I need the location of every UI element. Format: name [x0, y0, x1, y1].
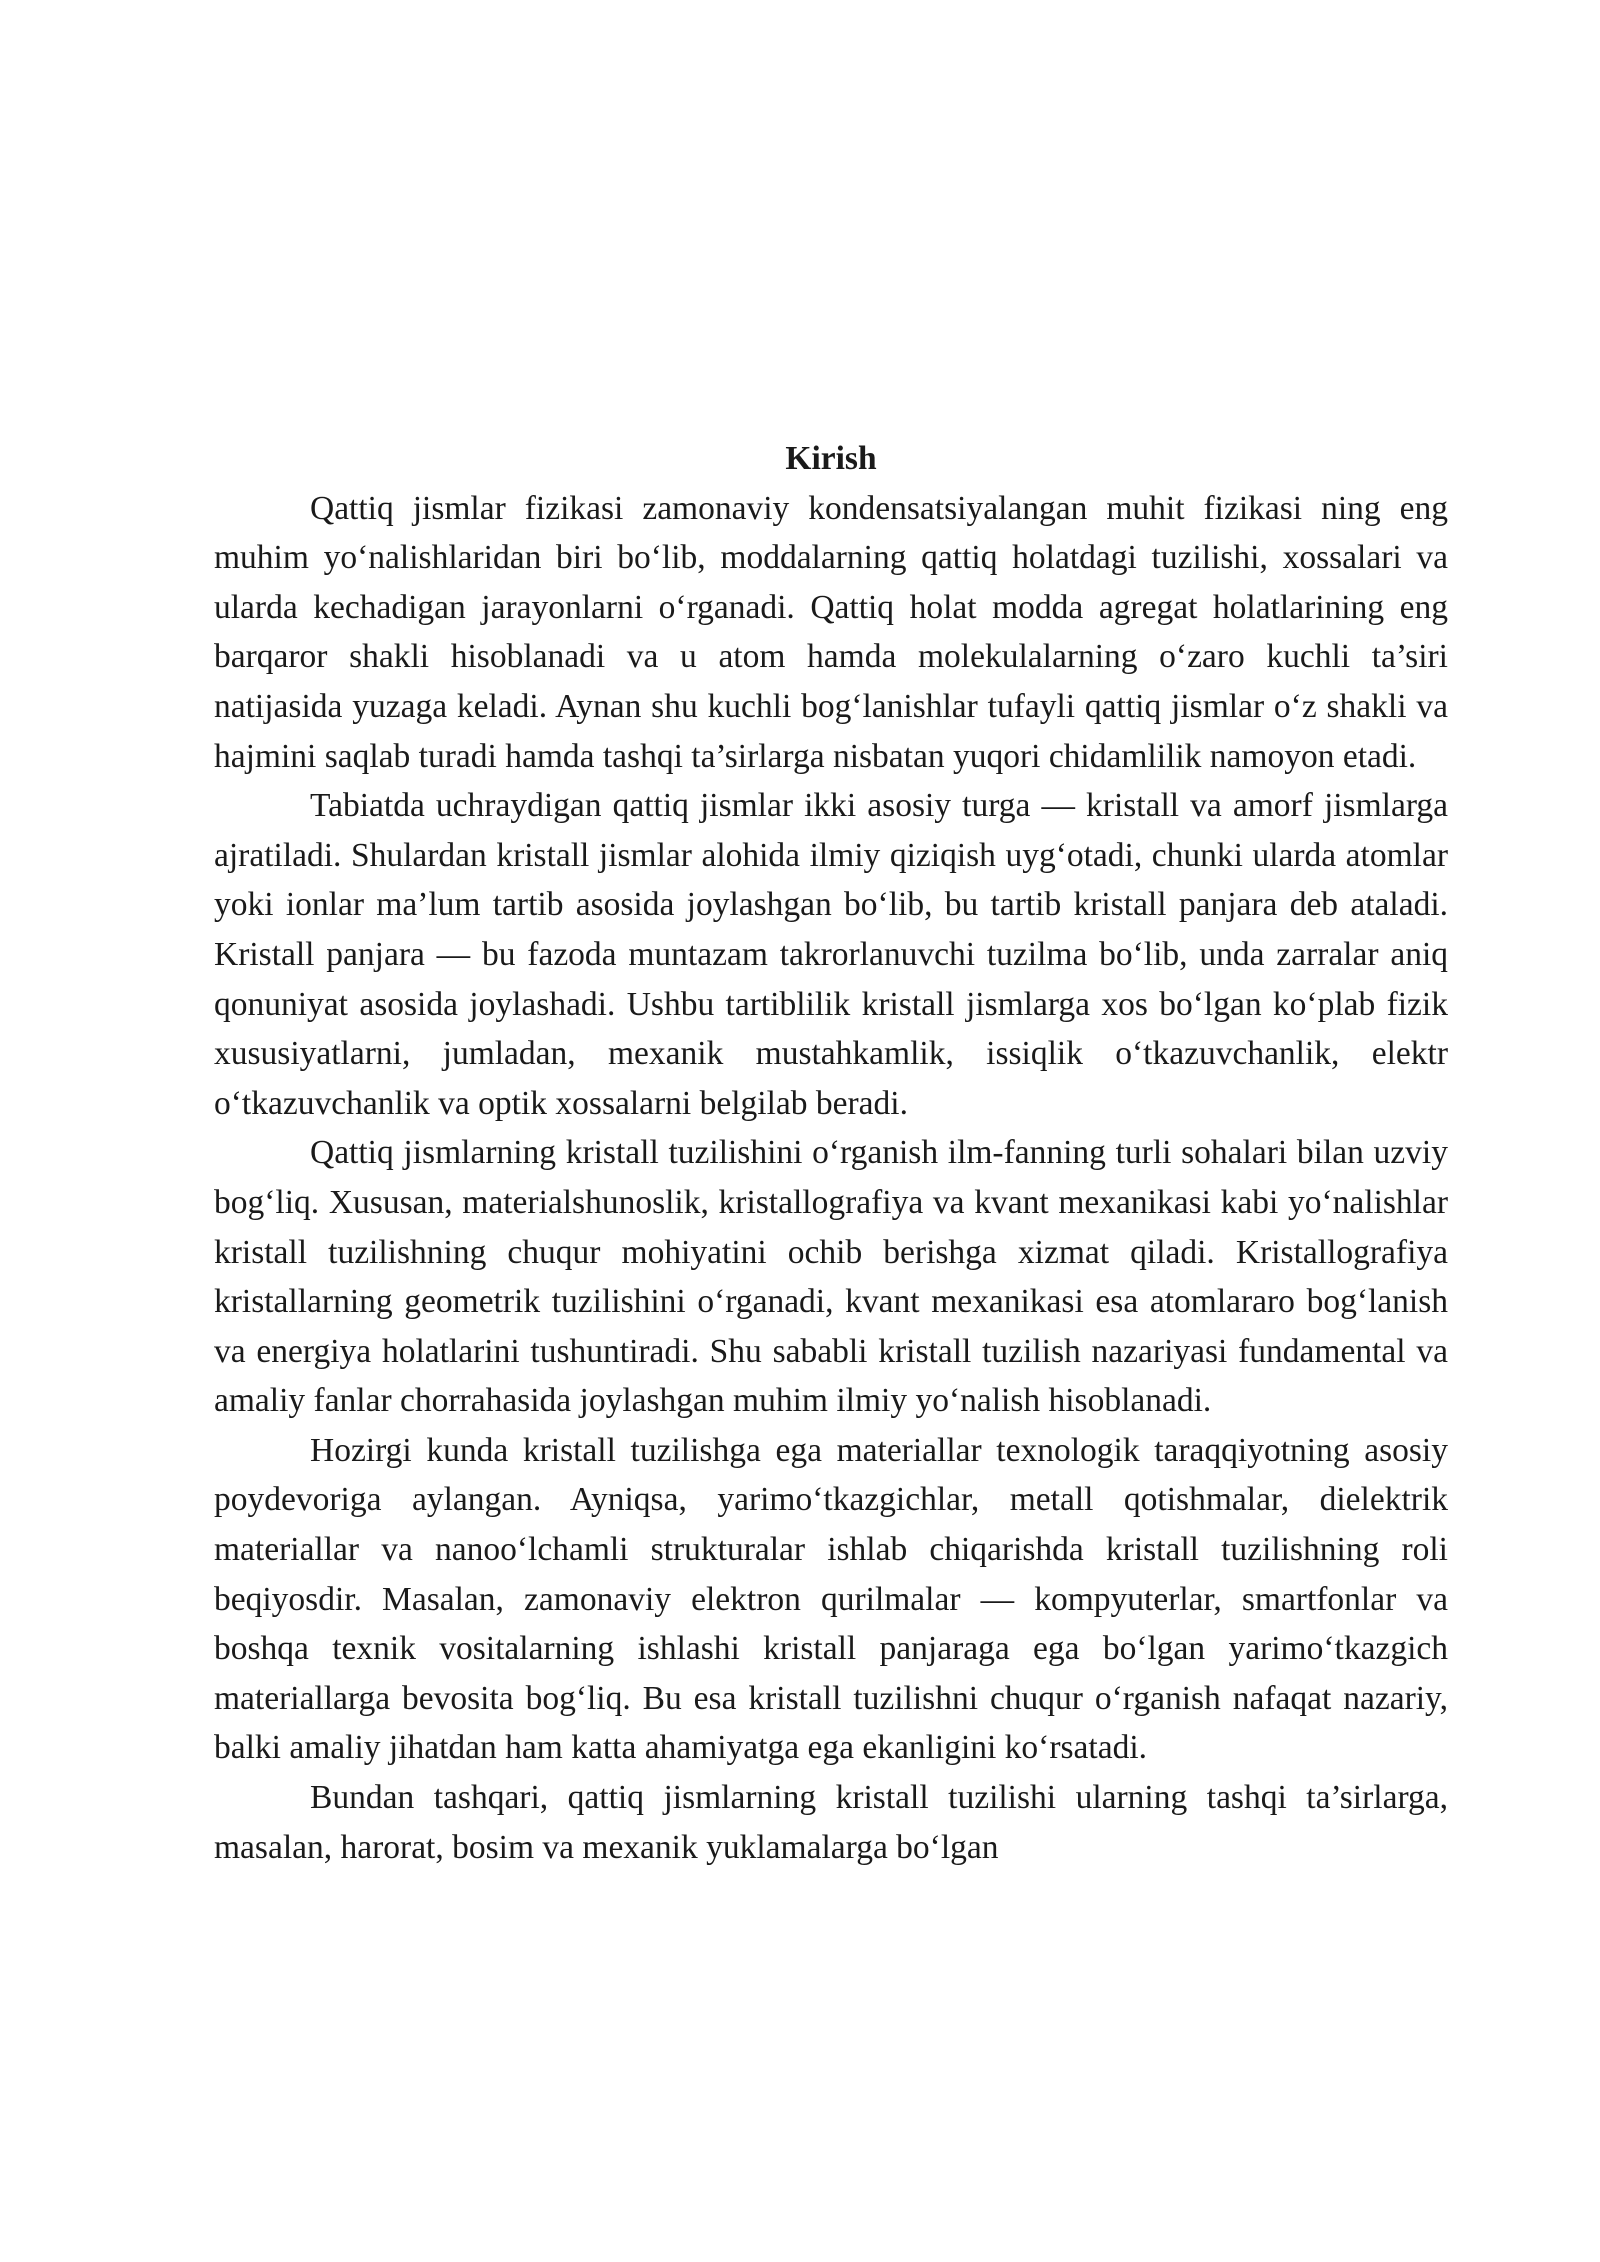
paragraph-3: Qattiq jismlarning kristall tuzilishini o‘rganish ilm-fanning turli sohalari bilan uzviy bog‘liq. Xususan, materialshunoslik, kristallografiya va kvant mexanikasi kabi yo‘nalishlar kristall tuzilishning chuqur mohiyatini ochib berishga xizmat qiladi. Kristallografiya kristallarning geometrik tuzilishini o‘rganadi, kvant mexanikasi esa atomlararo bog‘lanish va energiya holatlarini tushuntiradi. Shu sababli kristall tuzilish nazariyasi fundamental va amaliy fanlar chorrahasida joylashgan muhim ilmiy yo‘nalish hisoblanadi.	[214, 1134, 1448, 1420]
document-body	[214, 434, 1448, 1872]
paragraph-1: Qattiq jismlar fizikasi zamonaviy kondensatsiyalangan muhit fizikasi ning eng muhim yo‘nalishlaridan biri bo‘lib, moddalarning qattiq holatdagi tuzilishi, xossalari va ularda kechadigan jarayonlarni o‘rganadi. Qattiq holat modda agregat holatlarining eng barqaror shakli hisoblanadi va u atom hamda molekulalarning o‘zaro kuchli ta’siri natijasida yuzaga keladi. Aynan shu kuchli bog‘lanishlar tufayli qattiq jismlar o‘z shakli va hajmini saqlab turadi hamda tashqi ta’sirlarga nisbatan yuqori chidamlilik namoyon etadi.	[214, 489, 1448, 775]
paragraph-4: Hozirgi kunda kristall tuzilishga ega materiallar texnologik taraqqiyotning asosiy poydevoriga aylangan. Ayniqsa, yarimo‘tkazgichlar, metall qotishmalar, dielektrik materiallar va nanoo‘lchamli strukturalar ishlab chiqarishda kristall tuzilishning roli beqiyosdir. Masalan, zamonaviy elektron qurilmalar — kompyuterlar, smartfonlar va boshqa texnik vositalarning ishlashi kristall panjaraga ega bo‘lgan yarimo‘tkazgich materiallarga bevosita bog‘liq. Bu esa kristall tuzilishni chuqur o‘rganish nafaqat nazariy, balki amaliy jihatdan ham katta ahamiyatga ega ekanligini ko‘rsatadi.	[214, 1431, 1448, 1767]
paragraph-2: Tabiatda uchraydigan qattiq jismlar ikki asosiy turga — kristall va amorf jismlarga ajratiladi. Shulardan kristall jismlar alohida ilmiy qiziqish uyg‘otadi, chunki ularda atomlar yoki ionlar ma’lum tartib asosida joylashgan bo‘lib, bu tartib kristall panjara deb ataladi. Kristall panjara — bu fazoda muntazam takrorlanuvchi tuzilma bo‘lib, unda zarralar aniq qonuniyat asosida joylashadi. Ushbu tartiblilik kristall jismlarga xos bo‘lgan ko‘plab fizik xususiyatlarni, jumladan, mexanik mustahkamlik, issiqlik o‘tkazuvchanlik, elektr o‘tkazuvchanlik va optik xossalarni belgilab beradi.	[214, 787, 1448, 1122]
page-title: Kirish	[785, 440, 877, 477]
paragraph-5: Bundan tashqari, qattiq jismlarning kristall tuzilishi ularning tashqi ta’sirlarga, masalan, harorat, bosim va mexanik yuklamalarga bo‘lgan	[214, 1779, 1448, 1866]
